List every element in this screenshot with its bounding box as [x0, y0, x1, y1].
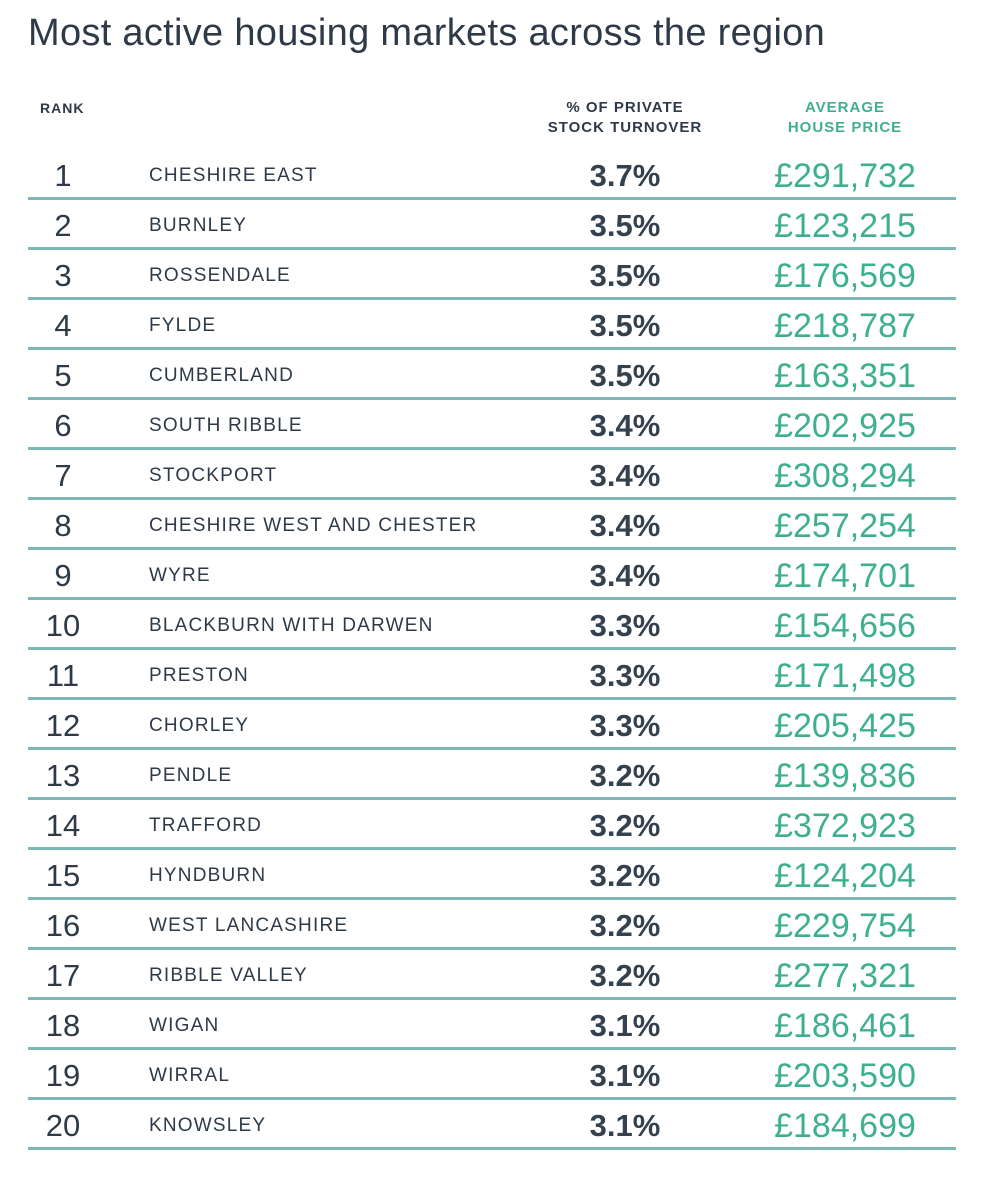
price-cell: £124,204	[774, 857, 916, 895]
price-cell: £257,254	[774, 507, 916, 545]
turnover-cell: 3.2%	[589, 958, 661, 993]
area-name-cell: CUMBERLAND	[149, 365, 295, 386]
turnover-cell: 3.4%	[589, 408, 661, 443]
rank-cell: 15	[45, 858, 81, 893]
price-cell: £203,590	[774, 1057, 916, 1095]
rank-cell: 12	[45, 708, 81, 743]
table-row	[28, 1000, 956, 1050]
table-row	[28, 750, 956, 800]
turnover-cell: 3.1%	[589, 1058, 661, 1093]
price-cell: £184,699	[774, 1107, 916, 1145]
turnover-cell: 3.1%	[589, 1108, 661, 1143]
rank-cell: 13	[45, 758, 81, 793]
rank-cell: 19	[45, 1058, 81, 1093]
area-name-cell: PENDLE	[149, 765, 233, 786]
price-cell: £291,732	[774, 157, 916, 195]
turnover-cell: 3.5%	[589, 358, 661, 393]
table-row	[28, 700, 956, 750]
rank-cell: 18	[45, 1008, 81, 1043]
area-name-cell: BURNLEY	[149, 215, 248, 236]
housing-markets-table	[28, 150, 956, 1150]
turnover-cell: 3.2%	[589, 858, 661, 893]
area-name-cell: KNOWSLEY	[149, 1115, 267, 1136]
rank-cell: 10	[45, 608, 81, 643]
turnover-header-line-1: % OF PRIVATE	[566, 99, 684, 116]
turnover-cell: 3.2%	[589, 908, 661, 943]
table-row	[28, 900, 956, 950]
price-cell: £163,351	[774, 357, 916, 395]
rank-cell: 4	[54, 308, 72, 343]
price-cell: £123,215	[774, 207, 916, 245]
turnover-cell: 3.2%	[589, 808, 661, 843]
rank-cell: 11	[46, 658, 80, 693]
area-name-cell: RIBBLE VALLEY	[149, 965, 308, 986]
price-header-line-2: HOUSE PRICE	[787, 119, 903, 136]
area-name-cell: WIGAN	[149, 1015, 220, 1036]
table-row	[28, 150, 956, 200]
area-name-cell: BLACKBURN WITH DARWEN	[149, 615, 434, 636]
rank-cell: 3	[54, 258, 72, 293]
rank-cell: 7	[54, 458, 72, 493]
table-row	[28, 850, 956, 900]
turnover-cell: 3.7%	[589, 158, 661, 193]
table-row	[28, 450, 956, 500]
price-cell: £186,461	[774, 1007, 916, 1045]
turnover-cell: 3.5%	[589, 258, 661, 293]
table-row	[28, 650, 956, 700]
price-cell: £372,923	[774, 807, 916, 845]
area-name-cell: SOUTH RIBBLE	[149, 415, 303, 436]
turnover-header-line-2: STOCK TURNOVER	[547, 119, 703, 136]
price-cell: £174,701	[774, 557, 916, 595]
price-cell: £176,569	[774, 257, 916, 295]
area-name-cell: TRAFFORD	[149, 815, 263, 836]
area-name-cell: CHESHIRE EAST	[149, 165, 318, 186]
rank-cell: 1	[54, 158, 72, 193]
area-name-cell: FYLDE	[149, 315, 217, 336]
rank-cell: 17	[45, 958, 81, 993]
area-name-cell: ROSSENDALE	[149, 265, 291, 286]
turnover-cell: 3.5%	[589, 208, 661, 243]
price-cell: £277,321	[774, 957, 916, 995]
price-cell: £229,754	[774, 907, 916, 945]
area-name-cell: WEST LANCASHIRE	[149, 915, 349, 936]
price-cell: £218,787	[774, 307, 916, 345]
turnover-cell: 3.4%	[589, 458, 661, 493]
page-title: Most active housing markets across the region	[28, 12, 826, 54]
rank-column-header: RANK	[40, 100, 85, 116]
price-header-line-1: AVERAGE	[804, 99, 886, 116]
table-row	[28, 950, 956, 1000]
area-name-cell: CHESHIRE WEST AND CHESTER	[149, 515, 478, 536]
turnover-cell: 3.3%	[589, 708, 661, 743]
table-row	[28, 500, 956, 550]
table-row	[28, 250, 956, 300]
rank-cell: 6	[54, 408, 72, 443]
rank-cell: 20	[45, 1108, 81, 1143]
price-cell: £171,498	[774, 657, 916, 695]
price-cell: £139,836	[774, 757, 916, 795]
turnover-cell: 3.1%	[589, 1008, 661, 1043]
turnover-cell: 3.4%	[589, 508, 661, 543]
rank-cell: 2	[54, 208, 72, 243]
table-row	[28, 1050, 956, 1100]
table-row	[28, 350, 956, 400]
rank-cell: 16	[45, 908, 81, 943]
table-row	[28, 200, 956, 250]
table-row	[28, 1100, 956, 1150]
turnover-cell: 3.5%	[589, 308, 661, 343]
turnover-column-header	[525, 98, 725, 138]
area-name-cell: HYNDBURN	[149, 865, 267, 886]
turnover-cell: 3.4%	[589, 558, 661, 593]
price-cell: £202,925	[774, 407, 916, 445]
area-name-cell: WIRRAL	[149, 1065, 231, 1086]
rank-cell: 8	[54, 508, 72, 543]
area-name-cell: WYRE	[149, 565, 211, 586]
price-column-header	[745, 98, 945, 138]
table-row	[28, 600, 956, 650]
rank-cell: 5	[54, 358, 72, 393]
turnover-cell: 3.3%	[589, 658, 661, 693]
table-row	[28, 800, 956, 850]
price-cell: £308,294	[774, 457, 916, 495]
area-name-cell: STOCKPORT	[149, 465, 278, 486]
rank-cell: 14	[45, 808, 81, 843]
table-row	[28, 300, 956, 350]
turnover-cell: 3.2%	[589, 758, 661, 793]
rank-cell: 9	[54, 558, 72, 593]
price-cell: £205,425	[774, 707, 916, 745]
area-name-cell: PRESTON	[149, 665, 249, 686]
table-row	[28, 400, 956, 450]
turnover-cell: 3.3%	[589, 608, 661, 643]
table-row	[28, 550, 956, 600]
price-cell: £154,656	[774, 607, 916, 645]
area-name-cell: CHORLEY	[149, 715, 250, 736]
